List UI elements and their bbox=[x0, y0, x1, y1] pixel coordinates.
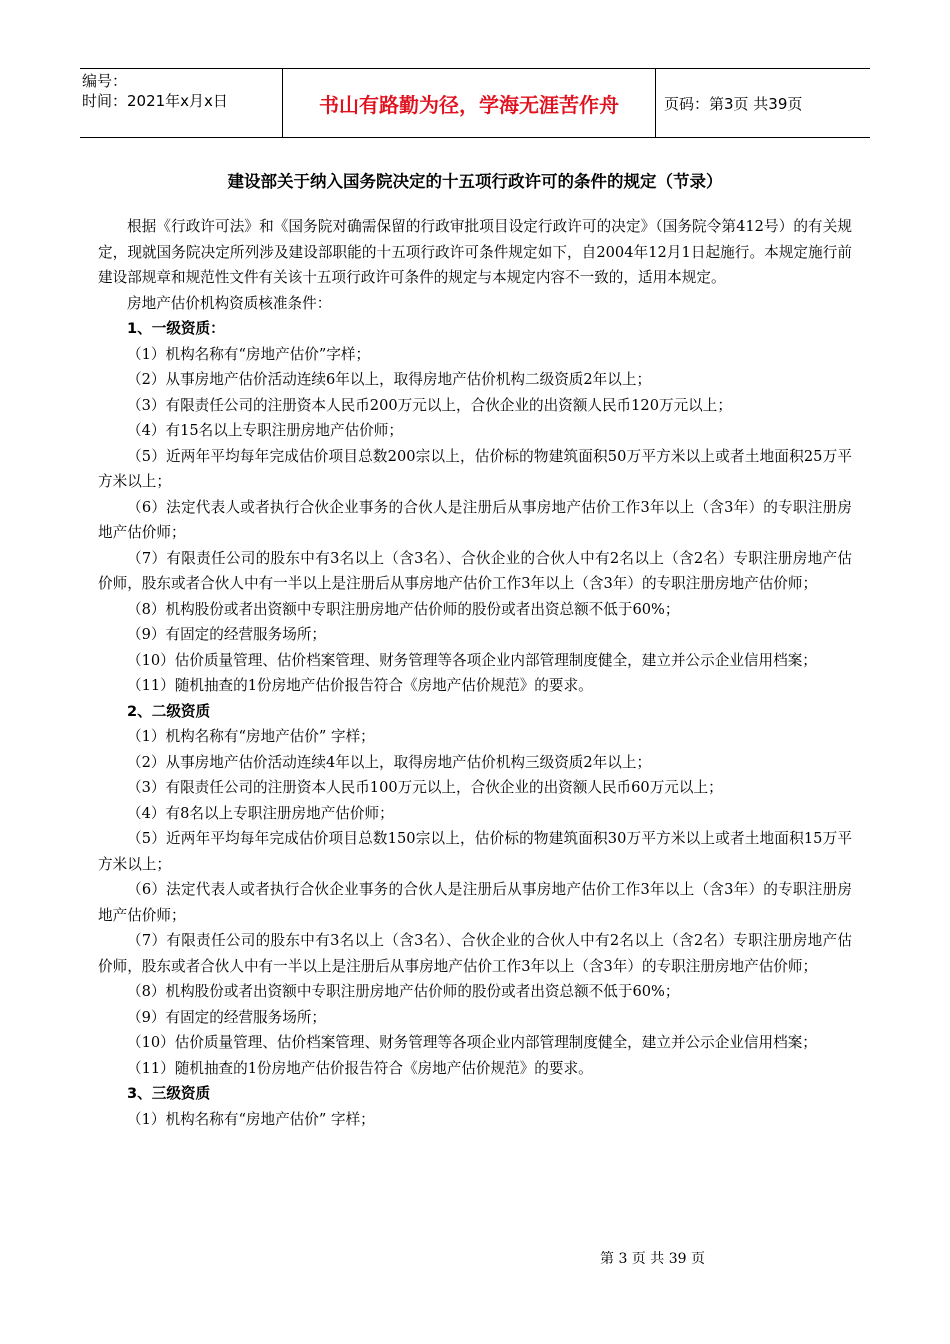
list-item: （11）随机抽查的1份房地产估价报告符合《房地产估价规范》的要求。 bbox=[127, 1059, 593, 1077]
list-item: （4）有15名以上专职注册房地产估价师； bbox=[127, 422, 403, 439]
list-item: （6）法定代表人或者执行合伙企业事务的合伙人是注册后从事房地产估价工作3年以上（含3年）的专职注册房地产估价师； bbox=[98, 881, 852, 924]
time-label: 时间：2021年x月x日 bbox=[82, 92, 228, 110]
motto: 书山有路勤为径，学海无涯苦作舟 bbox=[283, 69, 656, 137]
section-heading: 2、二级资质 bbox=[127, 702, 211, 720]
document-body bbox=[98, 214, 852, 1132]
list-item: （2）从事房地产估价活动连续6年以上，取得房地产估价机构二级资质2年以上； bbox=[127, 371, 652, 388]
list-item: （11）随机抽查的1份房地产估价报告符合《房地产估价规范》的要求。 bbox=[127, 677, 593, 694]
section-heading: 1、一级资质： bbox=[127, 320, 225, 337]
header-meta bbox=[80, 69, 283, 137]
list-item: （1）机构名称有“房地产估价” 字样； bbox=[127, 728, 375, 745]
list-item: （1）机构名称有“房地产估价” 字样； bbox=[127, 1110, 375, 1128]
list-item: （6）法定代表人或者执行合伙企业事务的合伙人是注册后从事房地产估价工作3年以上（含3年）的专职注册房地产估价师； bbox=[98, 498, 852, 541]
list-item: （7）有限责任公司的股东中有3名以上（含3名）、合伙企业的合伙人中有2名以上（含2名）专职注册房地产估价师，股东或者合伙人中有一半以上是注册后从事房地产估价工作3年以上（含3年）的专职注册房地产估价师； bbox=[98, 932, 852, 975]
list-item: （9）有固定的经营服务场所； bbox=[127, 1008, 327, 1026]
list-item: （10）估价质量管理、估价档案管理、财务管理等各项企业内部管理制度健全，建立并公示企业信用档案； bbox=[127, 651, 817, 669]
section-heading: 3、三级资质 bbox=[127, 1085, 211, 1102]
list-item: （10）估价质量管理、估价档案管理、财务管理等各项企业内部管理制度健全，建立并公示企业信用档案； bbox=[127, 1034, 817, 1051]
number-label: 编号： bbox=[82, 72, 128, 90]
list-item: （3）有限责任公司的注册资本人民币200万元以上，合伙企业的出资额人民币120万元以上； bbox=[127, 396, 732, 414]
list-item: （2）从事房地产估价活动连续4年以上，取得房地产估价机构三级资质2年以上； bbox=[127, 753, 652, 771]
list-item: （1）机构名称有“房地产估价”字样； bbox=[127, 345, 371, 363]
section-intro: 房地产估价机构资质核准条件： bbox=[127, 294, 332, 312]
list-item: （9）有固定的经营服务场所； bbox=[127, 626, 327, 643]
list-item: （4）有8名以上专职注册房地产估价师； bbox=[127, 804, 394, 822]
list-item: （7）有限责任公司的股东中有3名以上（含3名）、合伙企业的合伙人中有2名以上（含2名）专职注册房地产估价师，股东或者合伙人中有一半以上是注册后从事房地产估价工作3年以上（含3年）的专职注册房地产估价师； bbox=[98, 549, 852, 592]
page-footer: 第 3 页 共 39 页 bbox=[600, 1251, 705, 1267]
page-info: 页码：第3页 共39页 bbox=[664, 94, 803, 113]
document-title: 建设部关于纳入国务院决定的十五项行政许可的条件的规定（节录） bbox=[227, 172, 723, 191]
list-item: （8）机构股份或者出资额中专职注册房地产估价师的股份或者出资总额不低于60%； bbox=[127, 983, 680, 1000]
list-item: （5）近两年平均每年完成估价项目总数200宗以上，估价标的物建筑面积50万平方米以上或者土地面积25万平方米以上； bbox=[98, 447, 852, 490]
header-table bbox=[80, 68, 870, 138]
list-item: （3）有限责任公司的注册资本人民币100万元以上，合伙企业的出资额人民币60万元以上； bbox=[127, 779, 723, 796]
list-item: （8）机构股份或者出资额中专职注册房地产估价师的股份或者出资总额不低于60%； bbox=[127, 600, 680, 618]
intro-paragraph: 根据《行政许可法》和《国务院对确需保留的行政审批项目设定行政许可的决定》（国务院令第412号）的有关规定，现就国务院决定所列涉及建设部职能的十五项行政许可条件规定如下，自2004年12月1日起施行。本规定施行前建设部规章和规范性文件有关该十五项行政许可条件的规定与本规定内容不一致的，适用本规定。 bbox=[98, 218, 852, 286]
list-item: （5）近两年平均每年完成估价项目总数150宗以上，估价标的物建筑面积30万平方米以上或者土地面积15万平方米以上； bbox=[98, 830, 852, 873]
